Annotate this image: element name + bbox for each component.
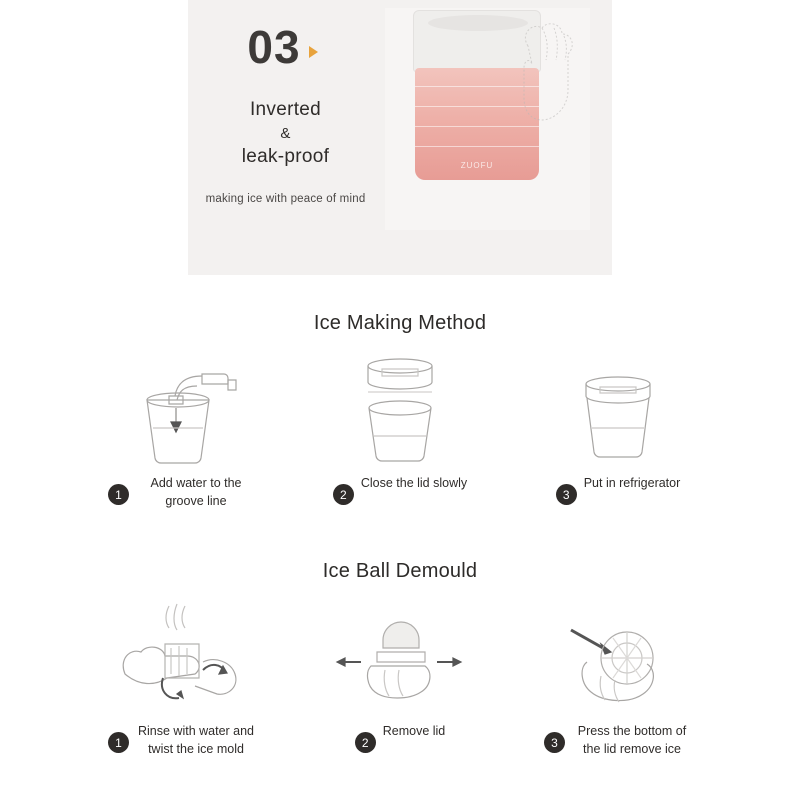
triangle-right-icon [309, 46, 318, 58]
product-photo [385, 8, 590, 230]
section-title-ice-making: Ice Making Method [313, 312, 487, 334]
step-item [305, 600, 495, 758]
cup-brand-label: ZUOFU [460, 161, 494, 170]
step-item [523, 600, 713, 758]
step-item [305, 352, 495, 510]
step-caption [544, 722, 692, 758]
step-caption [108, 722, 256, 758]
feature-title-ampersand: & [280, 124, 291, 142]
step-caption [333, 474, 467, 505]
step-caption [556, 474, 681, 505]
cup-ring-4 [415, 146, 539, 147]
feature-number-row [182, 21, 383, 73]
step-text: Close the lid slowly [360, 476, 468, 490]
feature-number: 03 [247, 21, 301, 73]
step-caption [108, 474, 256, 510]
step-number-badge: 2 [333, 484, 354, 505]
step-text: Remove lid [382, 724, 446, 738]
step-item [87, 600, 277, 758]
step-item [87, 352, 277, 510]
feature-title-line2: leak-proof [241, 146, 330, 168]
step-number-badge: 1 [108, 484, 129, 505]
hands-twisting-mold-icon [107, 600, 257, 718]
step-text: Add water to the groove line [150, 476, 242, 509]
section-title-ice-demould: Ice Ball Demould [322, 560, 478, 582]
step-number-badge: 2 [355, 732, 376, 753]
step-caption [355, 722, 446, 753]
step-number-badge: 1 [108, 732, 129, 753]
hand-removing-lid-icon [325, 600, 475, 718]
lid-closing-icon [325, 352, 475, 470]
feature-subtitle: making ice with peace of mind [205, 192, 366, 205]
faucet-pouring-water-icon [107, 352, 257, 470]
steps-row-ice-demould [0, 600, 800, 758]
feature-image-column [383, 0, 612, 275]
step-item [523, 352, 713, 510]
feature-panel [188, 0, 612, 275]
cup-lid-top-ellipse [428, 15, 528, 31]
step-number-badge: 3 [544, 732, 565, 753]
steps-row-ice-making [0, 352, 800, 510]
feature-title [188, 96, 383, 171]
hand-sketch-icon [518, 16, 584, 136]
feature-title-line1: Inverted [249, 99, 322, 120]
step-number-badge: 3 [556, 484, 577, 505]
cup-closed-icon [543, 352, 693, 470]
feature-text-column [188, 0, 383, 275]
press-bottom-lid-icon [543, 600, 693, 718]
step-text: Press the bottom of the lid remove ice [577, 724, 687, 757]
step-text: Rinse with water and twist the ice mold [137, 724, 255, 757]
step-text: Put in refrigerator [583, 476, 681, 490]
